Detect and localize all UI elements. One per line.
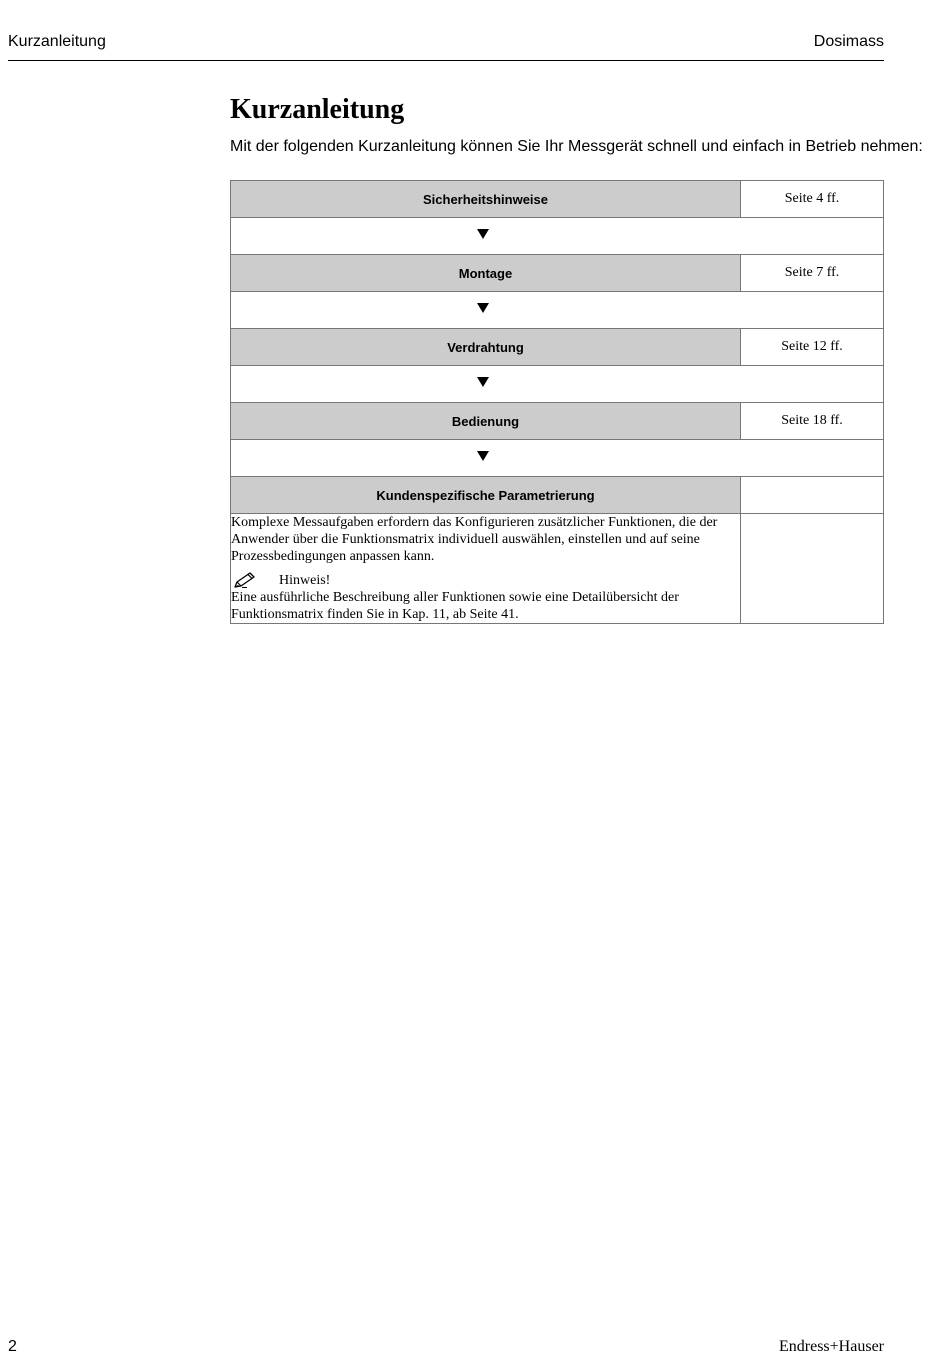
step-label: Montage bbox=[231, 255, 741, 292]
step-label: Verdrahtung bbox=[231, 329, 741, 366]
step-row bbox=[231, 329, 884, 366]
step-row bbox=[231, 477, 884, 514]
arrow-down-icon bbox=[477, 303, 489, 313]
step-page-ref: Seite 12 ff. bbox=[741, 329, 884, 366]
pencil-icon bbox=[233, 571, 257, 589]
arrow-down-icon bbox=[477, 377, 489, 387]
brand-name: Endress+Hauser bbox=[779, 1338, 884, 1355]
description-cell bbox=[231, 514, 741, 624]
intro-text: Mit der folgenden Kurzanleitung können Sie Ihr Messgerät schnell und einfach in Betrieb nehmen: bbox=[230, 138, 923, 155]
step-row bbox=[231, 255, 884, 292]
description-text: Komplexe Messaufgaben erfordern das Konfigurieren zusätzlicher Funktionen, die der Anwender über die Funktionsmatrix individuell auswählen, einstellen und auf seine Prozessbedingungen anpassen kann. bbox=[231, 515, 718, 564]
step-label: Sicherheitshinweise bbox=[231, 181, 741, 218]
description-page-ref bbox=[741, 514, 884, 624]
flow-arrow bbox=[231, 440, 884, 477]
running-header bbox=[8, 30, 884, 61]
flow-arrow bbox=[231, 292, 884, 329]
step-page-ref: Seite 4 ff. bbox=[741, 181, 884, 218]
page-title: Kurzanleitung bbox=[230, 94, 405, 125]
step-row bbox=[231, 403, 884, 440]
step-page-ref: Seite 18 ff. bbox=[741, 403, 884, 440]
quick-guide-table bbox=[230, 180, 884, 624]
arrow-down-icon bbox=[477, 451, 489, 461]
description-row bbox=[231, 514, 884, 624]
step-page-ref bbox=[741, 477, 884, 514]
header-section-title: Kurzanleitung bbox=[8, 33, 106, 50]
step-row bbox=[231, 181, 884, 218]
header-product-name: Dosimass bbox=[813, 33, 884, 50]
flow-arrow bbox=[231, 366, 884, 403]
flow-arrow bbox=[231, 218, 884, 255]
step-label: Bedienung bbox=[231, 403, 741, 440]
page-number: 2 bbox=[8, 1338, 17, 1355]
step-page-ref: Seite 7 ff. bbox=[741, 255, 884, 292]
note-heading bbox=[231, 571, 740, 589]
note-text: Eine ausführliche Beschreibung aller Funktionen sowie eine Detailübersicht der Funktionsmatrix finden Sie in Kap. 11, ab Seite 41. bbox=[231, 590, 679, 622]
note-label: Hinweis! bbox=[279, 572, 331, 588]
step-label: Kundenspezifische Parametrierung bbox=[231, 477, 741, 514]
arrow-down-icon bbox=[477, 229, 489, 239]
